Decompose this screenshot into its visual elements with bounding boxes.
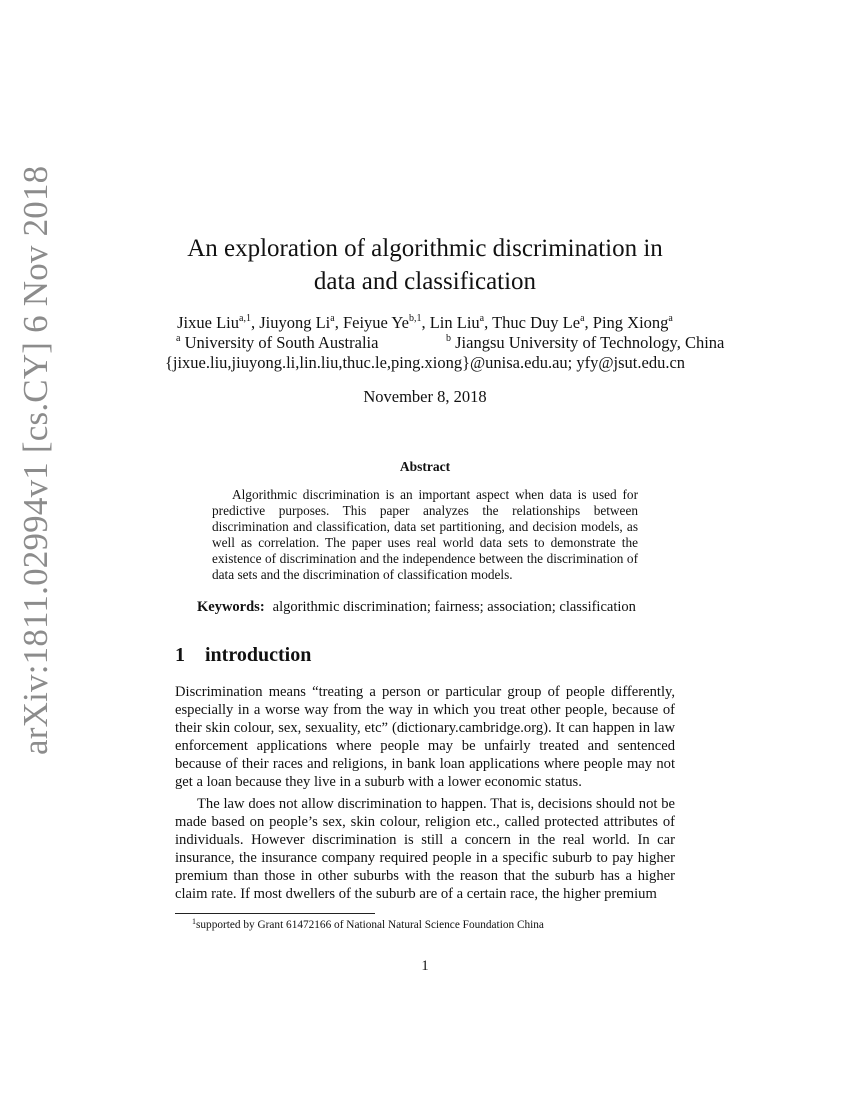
body-paragraph-2: The law does not allow discrimination to happen. That is, decisions should not be made based on people’s sex, skin colour, religion etc., called protected attributes of individuals. However discrimination is still a concern in the real world. In car insurance, the insurance company required people in a specific suburb to pay higher premium than those in other suburbs with the reason that the suburb has a higher claim rate. If most dwellers of the suburb are of a certain race, the higher premium	[175, 796, 675, 902]
paper-title-line-1: An exploration of algorithmic discrimination in	[187, 235, 663, 262]
author-name: Feiyue Ye	[342, 313, 409, 332]
author-affiliation-mark: a,1	[239, 313, 251, 324]
keywords-label: Keywords:	[197, 599, 265, 615]
author-affiliation-mark: b,1	[408, 313, 422, 324]
author-affiliation-mark: a	[479, 313, 485, 324]
footnote-mark: 1	[192, 917, 196, 926]
body-paragraph-1: Discrimination means “treating a person or particular group of people differently, especially in a worse way from the way in which you treat other people, because of their skin colour, sex, sexuality, etc” (dictionary.cambridge.org). It can happen in law enforcement applications where people may be unfairly treated and sentenced because of their races and religions, in bank loan applications where people may not get a loan because they live in a suburb with a lower economic status.	[175, 684, 675, 790]
author-name: Ping Xiong	[592, 313, 669, 332]
author-name: Jixue Liu	[177, 313, 239, 332]
author-name: Lin Liu	[429, 313, 480, 332]
footnote	[192, 918, 544, 932]
author-list	[150, 313, 700, 333]
section-title: introduction	[205, 644, 312, 666]
author	[343, 313, 430, 332]
author	[430, 313, 492, 332]
author-separator: ,	[334, 313, 343, 332]
keywords	[197, 598, 677, 616]
abstract-heading: Abstract	[399, 459, 451, 474]
page-number: 1	[421, 958, 429, 974]
author-name: Thuc Duy Le	[492, 313, 581, 332]
section-number: 1	[175, 644, 185, 666]
affiliations	[176, 333, 725, 353]
footnote-text: supported by Grant 61472166 of National Natural Science Foundation China	[196, 919, 544, 931]
affiliation-text: Jiangsu University of Technology, China	[455, 333, 725, 352]
author-affiliation-mark: a	[580, 313, 585, 324]
author-separator: ,	[484, 313, 493, 332]
paper-date: November 8, 2018	[363, 387, 487, 406]
affiliation-b	[446, 333, 724, 353]
author-separator: ,	[250, 313, 260, 332]
author	[492, 313, 593, 332]
section-heading	[175, 643, 311, 667]
affiliation-mark: a	[176, 333, 181, 344]
abstract-text: Algorithmic discrimination is an important aspect when data is used for predictive purposes. This paper analyzes the relationships between discrimination and classification, data set partitioning, and decision models, as well as correlation. The paper uses real world data sets to demonstrate the existence of discrimination and the independence between the discrimination of data sets and the discrimination of classification models.	[212, 487, 638, 582]
author	[593, 313, 673, 332]
author-name: Jiuyong Li	[259, 313, 331, 332]
keywords-text: algorithmic discrimination; fairness; association; classification	[272, 599, 636, 615]
author-affiliation-mark: a	[330, 313, 335, 324]
author-emails: {jixue.liu,jiuyong.li,lin.liu,thuc.le,ping.xiong}@unisa.edu.au; yfy@jsut.edu.cn	[164, 353, 686, 372]
arxiv-identifier-stamp: arXiv:1811.02994v1 [cs.CY] 6 Nov 2018	[16, 165, 55, 755]
footnote-rule	[175, 913, 375, 914]
author	[177, 313, 259, 332]
author-separator: ,	[421, 313, 430, 332]
paper-title-line-2: data and classification	[313, 268, 537, 295]
affiliation-a	[176, 333, 378, 352]
author-separator: ,	[584, 313, 593, 332]
paper-title	[150, 232, 700, 298]
affiliation-mark: b	[446, 333, 451, 344]
author-affiliation-mark: a	[668, 313, 673, 324]
affiliation-text: University of South Australia	[184, 333, 379, 352]
author	[259, 313, 343, 332]
